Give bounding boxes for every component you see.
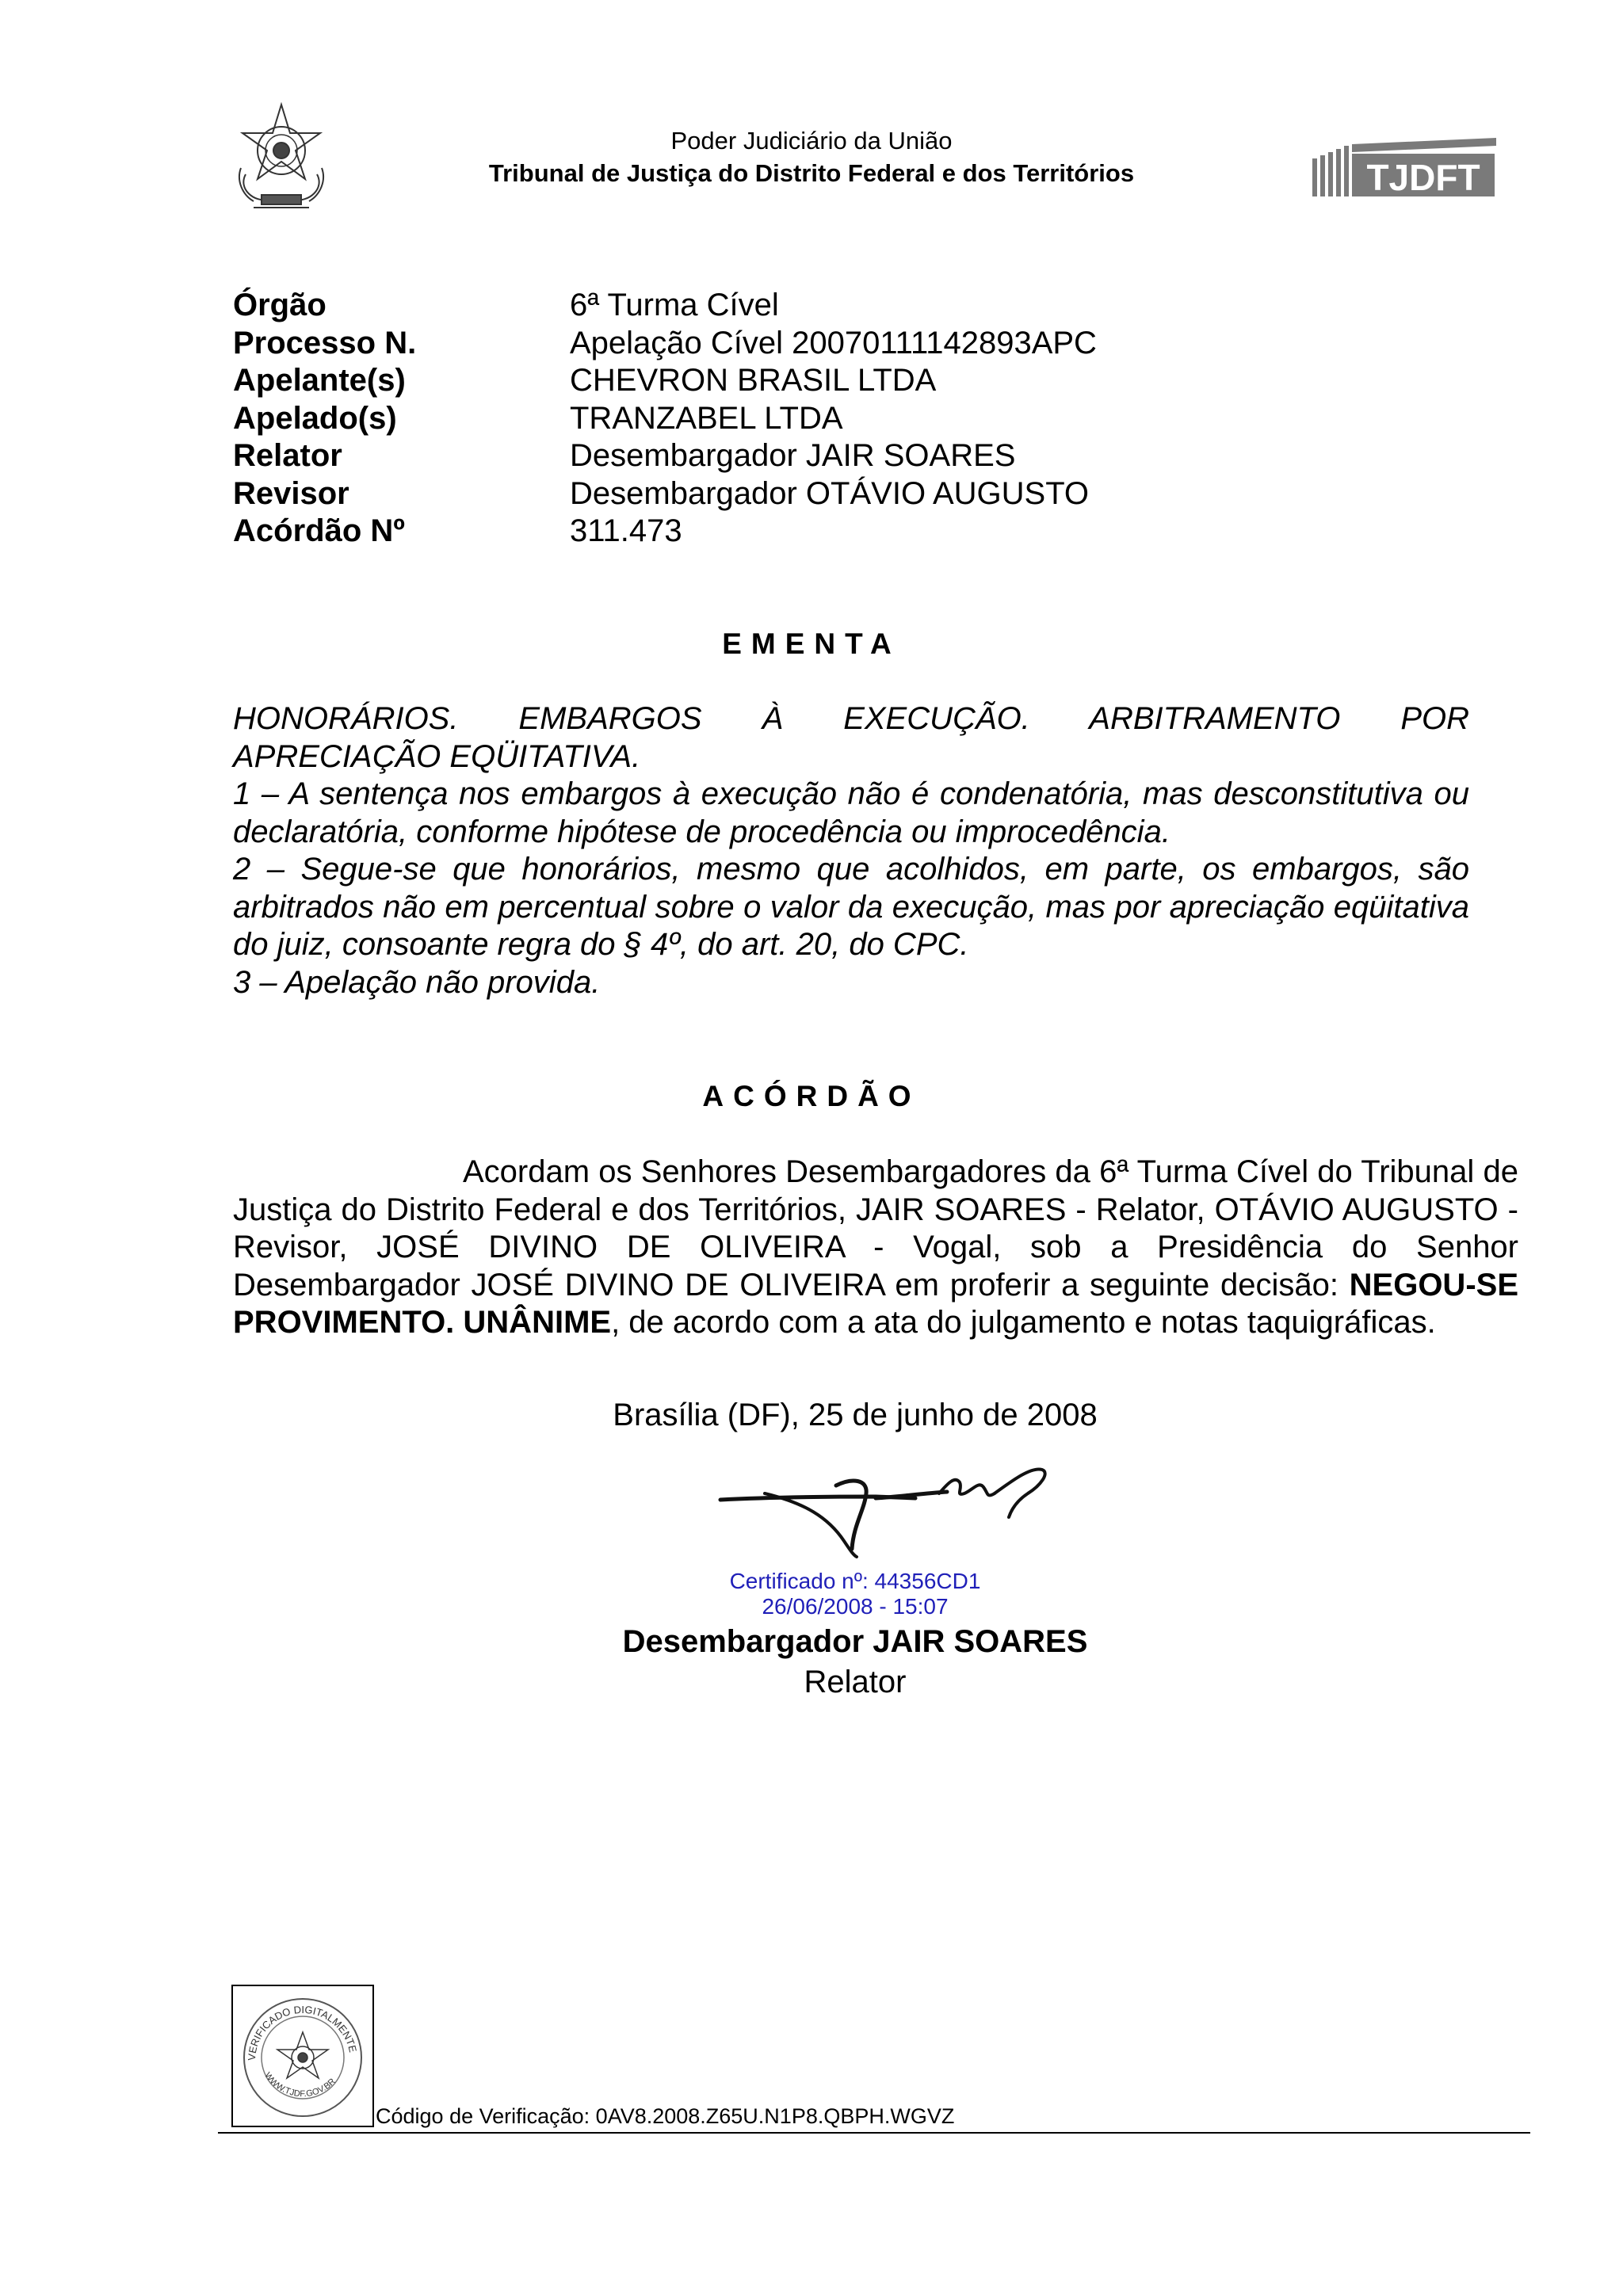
signer-name: Desembargador JAIR SOARES	[622, 1624, 1088, 1659]
case-info-row-revisor	[233, 475, 1097, 513]
svg-text:WWW.TJDF.GOV.BR	[262, 2071, 337, 2100]
case-info-row-relator	[233, 437, 1097, 475]
verification-seal-icon	[233, 1986, 372, 2126]
case-info-value: 311.473	[570, 513, 682, 548]
ementa-item-1: 1 – A sentença nos embargos à execução não é condenatória, mas desconstitutiva ou declaratória, conforme hipótese de procedência ou improcedência.	[233, 776, 1469, 849]
stamp-text: VERIFICADO DIGITALMENTE	[245, 2003, 360, 2061]
case-info-label: Apelado(s)	[233, 400, 397, 436]
case-info-row-apelante	[233, 362, 1097, 400]
certificate-datetime: 26/06/2008 - 15:07	[762, 1594, 949, 1619]
ementa-head-line-1: HONORÁRIOS. EMBARGOS À EXECUÇÃO. ARBITRAMENTO POR	[233, 701, 1469, 736]
verification-code: Código de Verificação: 0AV8.2008.Z65U.N1P8.QBPH.WGVZ	[376, 2104, 955, 2128]
certificate-info	[0, 1569, 1623, 1619]
header-line-1: Poder Judiciário da União	[670, 127, 953, 154]
acordao-heading: ACÓRDÃO	[702, 1080, 921, 1112]
case-info-value: Apelação Cível 20070111142893APC	[570, 325, 1097, 360]
case-info-row-apelado	[233, 400, 1097, 438]
coat-of-arms-icon	[230, 101, 333, 212]
case-info	[233, 287, 1097, 551]
ementa-body	[233, 700, 1469, 1001]
case-info-value: Desembargador OTÁVIO AUGUSTO	[570, 475, 1090, 511]
case-info-row-orgao	[233, 287, 1097, 325]
certificate-number: Certificado nº: 44356CD1	[729, 1569, 981, 1593]
case-info-label: Relator	[233, 438, 342, 473]
case-info-label: Acórdão Nº	[233, 513, 405, 548]
case-info-label: Processo N.	[233, 325, 417, 360]
acordao-text-before: Acordam os Senhores Desembargadores da 6ª Turma Cível do Tribunal de Justiça do Distrito Federal e dos Territórios, JAIR SOARES - Relator, OTÁVIO AUGUSTO - Revisor, JOSÉ DIVINO DE OLIVEIRA - Vogal, sob a Presidência do Senhor Desembargador JOSÉ DIVINO DE OLIVEIRA em proferir a seguinte decisão:	[233, 1154, 1518, 1302]
acordao-decision: NEGOU-SE PROVIMENTO. UNÂNIME	[233, 1267, 1518, 1340]
acordao-text-after: , de acordo com a ata do julgamento e notas taquigráficas.	[611, 1305, 1436, 1340]
digital-verification-stamp	[231, 1985, 374, 2127]
footer-divider	[218, 2132, 1530, 2134]
case-info-label: Órgão	[233, 288, 327, 322]
signature-image	[717, 1462, 1050, 1561]
place-date: Brasília (DF), 25 de junho de 2008	[613, 1398, 1098, 1432]
header-line-2: Tribunal de Justiça do Distrito Federal e dos Territórios	[488, 159, 1135, 187]
signer-role: Relator	[804, 1665, 907, 1699]
stamp-site: WWW.TJDF.GOV.BR	[262, 2070, 338, 2100]
ementa-item-2: 2 – Segue-se que honorários, mesmo que acolhidos, em parte, os embargos, são arbitrados não em percentual sobre o valor da execução, mas por apreciação eqüitativa do juiz, consoante regra do § 4º, do art. 20, do CPC.	[233, 852, 1469, 962]
case-info-value: CHEVRON BRASIL LTDA	[570, 363, 937, 398]
case-info-label: Apelante(s)	[233, 363, 406, 398]
case-info-value: 6ª Turma Cível	[570, 288, 779, 322]
case-info-value: TRANZABEL LTDA	[570, 400, 843, 436]
case-info-row-processo	[233, 325, 1097, 363]
ementa-head-line-2: APRECIAÇÃO EQÜITATIVA.	[233, 738, 641, 774]
case-info-label: Revisor	[233, 475, 349, 511]
case-info-value: Desembargador JAIR SOARES	[570, 438, 1016, 473]
acordao-text	[233, 1154, 1518, 1342]
tjdft-logo	[1308, 135, 1498, 200]
tjdft-logo-text: TJDFT	[1366, 157, 1480, 198]
ementa-heading: EMENTA	[722, 627, 901, 660]
ementa-item-3: 3 – Apelação não provida.	[233, 964, 601, 1000]
case-info-row-acordao-number	[233, 513, 1097, 551]
